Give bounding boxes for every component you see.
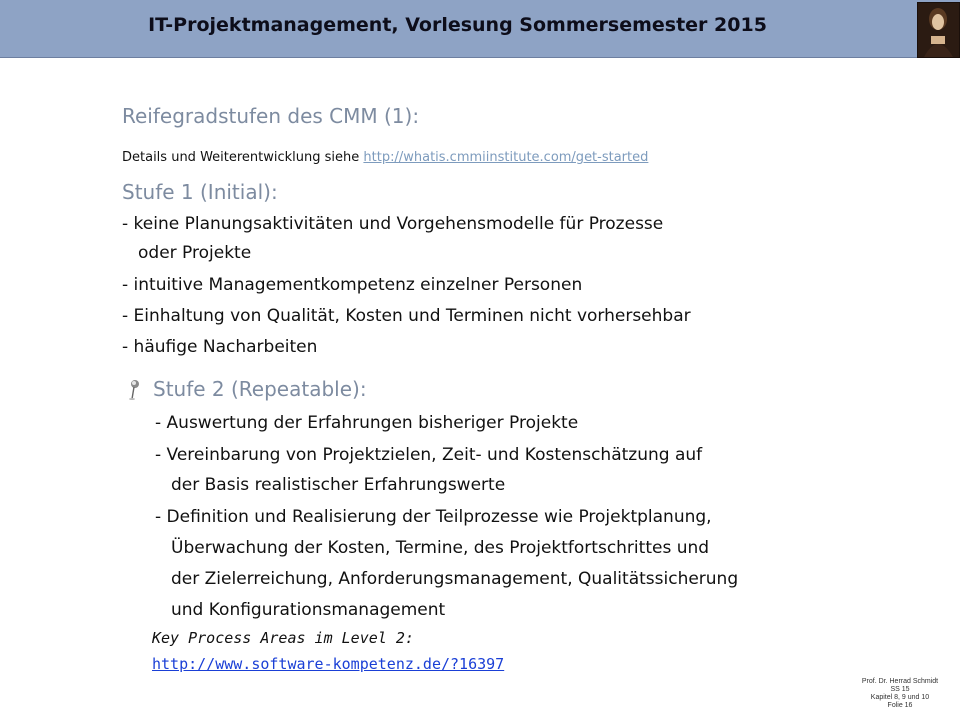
details-line bbox=[122, 150, 648, 165]
header-title: IT-Projektmanagement, Vorlesung Sommersemester 2015 bbox=[148, 14, 767, 36]
portrait-image bbox=[917, 2, 960, 58]
kpa-link[interactable]: http://www.software-kompetenz.de/?16397 bbox=[152, 655, 505, 673]
stufe2-line: und Konfigurationsmanagement bbox=[171, 600, 446, 620]
stufe1-line: - häufige Nacharbeiten bbox=[122, 337, 318, 357]
stufe2-line: der Zielerreichung, Anforderungsmanagement, Qualitätssicherung bbox=[171, 569, 739, 589]
stufe1-line: - Einhaltung von Qualität, Kosten und Terminen nicht vorhersehbar bbox=[122, 306, 691, 326]
pushpin-icon bbox=[128, 379, 140, 401]
footer-slide-number: Folie 16 bbox=[887, 702, 913, 709]
stufe2-line: Überwachung der Kosten, Termine, des Projektfortschrittes und bbox=[171, 538, 710, 558]
stufe2-line: - Auswertung der Erfahrungen bisheriger Projekte bbox=[155, 413, 579, 433]
details-link[interactable]: http://whatis.cmmiinstitute.com/get-started bbox=[363, 150, 649, 165]
stufe2-heading: Stufe 2 (Repeatable): bbox=[153, 377, 367, 401]
stufe1-line: oder Projekte bbox=[138, 243, 252, 263]
footer-author: Prof. Dr. Herrad Schmidt bbox=[861, 678, 939, 685]
stufe1-heading: Stufe 1 (Initial): bbox=[122, 180, 278, 204]
slide-footer bbox=[860, 678, 940, 710]
stufe2-line: der Basis realistischer Erfahrungswerte bbox=[171, 475, 506, 495]
stufe2-line: - Definition und Realisierung der Teilprozesse wie Projektplanung, bbox=[155, 507, 712, 527]
stufe1-line: - keine Planungsaktivitäten und Vorgehensmodelle für Prozesse bbox=[122, 214, 664, 234]
kpa-label: Key Process Areas im Level 2: bbox=[152, 629, 414, 647]
footer-semester: SS 15 bbox=[890, 686, 910, 693]
slide-header bbox=[0, 0, 960, 58]
stufe1-line: - intuitive Managementkompetenz einzelner Personen bbox=[122, 275, 583, 295]
stufe2-line: - Vereinbarung von Projektzielen, Zeit- und Kostenschätzung auf bbox=[155, 445, 703, 465]
slide-title: Reifegradstufen des CMM (1): bbox=[122, 104, 420, 128]
details-text: Details und Weiterentwicklung siehe bbox=[122, 150, 364, 165]
footer-chapter: Kapitel 8, 9 und 10 bbox=[870, 694, 930, 701]
